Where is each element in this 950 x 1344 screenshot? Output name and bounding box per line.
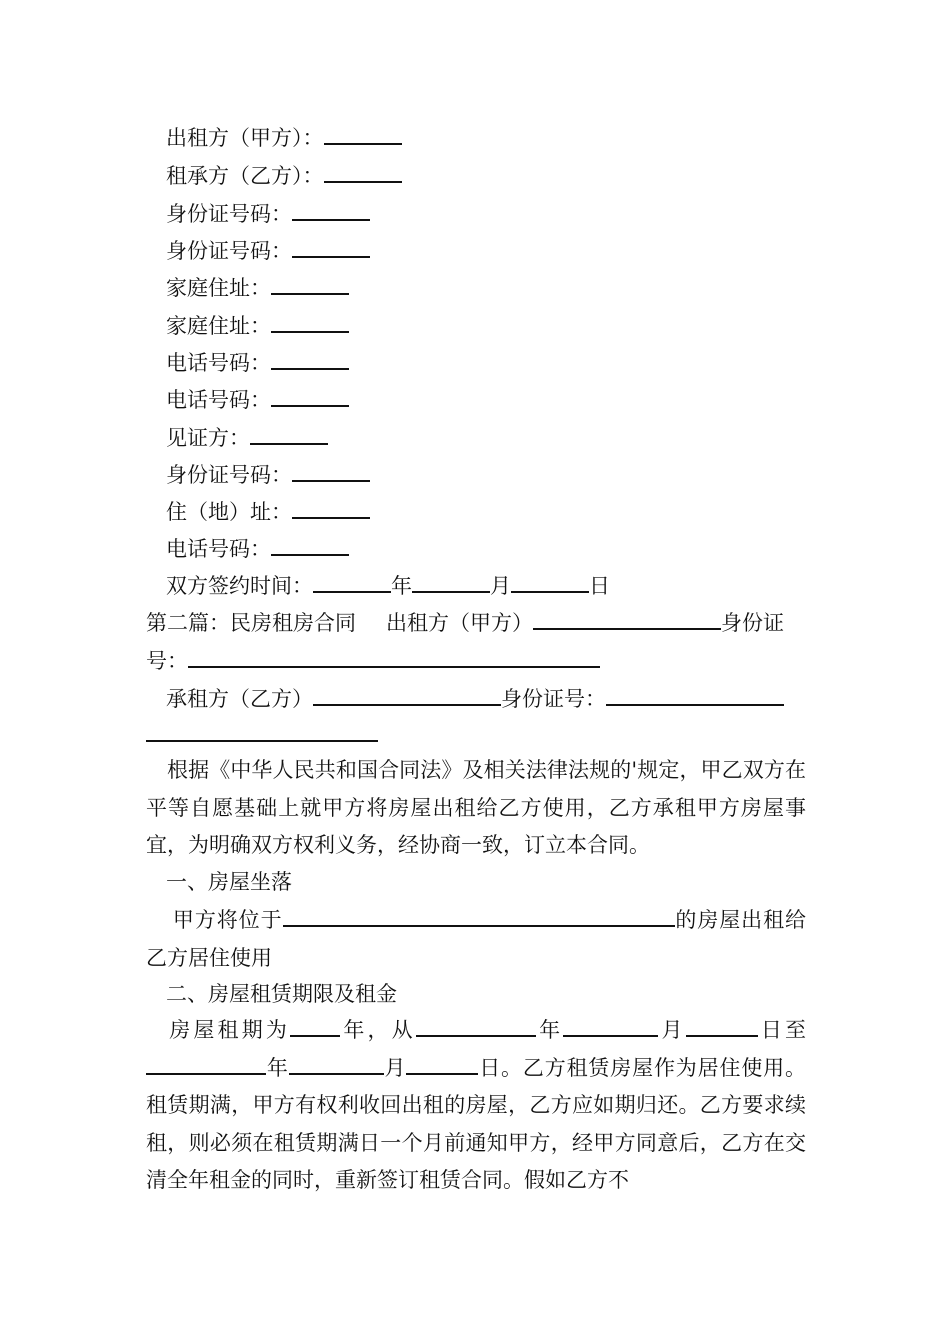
lessee-id-continuation	[146, 720, 378, 749]
section2-title-line: 第二篇：民房租房合同 出租方（甲方） 身份证	[146, 608, 784, 637]
blank-line	[146, 1053, 266, 1075]
blank-line	[313, 684, 501, 706]
blank-line	[271, 385, 349, 407]
blank-line	[292, 460, 370, 482]
blank-line	[511, 571, 589, 593]
blank-line	[324, 161, 402, 183]
blank-line	[292, 236, 370, 258]
blank-line	[324, 123, 402, 145]
blank-line	[271, 348, 349, 370]
field-id-number: 身份证号码：	[166, 236, 370, 264]
intro-paragraph: 根据《中华人民共和国合同法》及相关法律法规的'规定，甲乙双方在平等自愿基础上就甲方将房屋出租给乙方使用，乙方承租甲方房屋事宜，为明确双方权利义务，经协商一致，订立本合同。	[146, 758, 806, 857]
blank-line	[412, 571, 490, 593]
clause1-text: 甲方将位于 的房屋出租给乙方居住使用	[146, 902, 806, 977]
blank-line	[686, 1015, 758, 1037]
field-lessee: 租承方（乙方）：	[166, 161, 402, 189]
blank-line	[283, 905, 675, 927]
blank-line	[406, 1053, 478, 1075]
blank-line	[292, 497, 370, 519]
blank-line	[250, 423, 328, 445]
section2-id-line: 号：	[146, 646, 600, 675]
field-id-number: 身份证号码：	[166, 460, 370, 488]
blank-line	[146, 720, 378, 742]
clause1-heading: 一、房屋坐落	[166, 870, 292, 894]
blank-line	[292, 199, 370, 221]
field-home-address: 家庭住址：	[166, 311, 349, 339]
field-lessor: 出租方（甲方）：	[166, 123, 402, 151]
blank-line	[290, 1015, 340, 1037]
blank-line	[289, 1053, 384, 1075]
blank-line	[271, 273, 349, 295]
blank-line	[606, 684, 784, 706]
field-id-number: 身份证号码：	[166, 199, 370, 227]
field-witness: 见证方：	[166, 423, 328, 451]
blank-line	[563, 1015, 658, 1037]
clause2-text: 房屋租期为 年，从 年 月 日至年 月 日。乙方租赁房屋作为居住使用。租赁期满，甲方有权利收回出租的房屋，乙方应如期归还。乙方要求续租，则必须在租赁期满日一个月前通知甲方，经甲方同意后，乙方在交清全年租金的同时，重新签订租赁合同。假如乙方不	[146, 1012, 806, 1200]
blank-line	[313, 571, 391, 593]
field-phone: 电话号码：	[166, 534, 349, 562]
section2-title: 第二篇：民房租房合同	[146, 611, 356, 635]
blank-line	[533, 608, 721, 630]
blank-line	[188, 646, 600, 668]
field-home-address: 家庭住址：	[166, 273, 349, 301]
blank-line	[271, 534, 349, 556]
field-phone: 电话号码：	[166, 385, 349, 413]
field-address: 住（地）址：	[166, 497, 370, 525]
blank-line	[416, 1015, 536, 1037]
field-phone: 电话号码：	[166, 348, 349, 376]
blank-line	[271, 311, 349, 333]
clause2-heading: 二、房屋租赁期限及租金	[166, 982, 397, 1006]
lessee-line: 承租方（乙方） 身份证号：	[166, 684, 784, 713]
field-sign-time: 双方签约时间： 年 月 日	[166, 571, 610, 599]
